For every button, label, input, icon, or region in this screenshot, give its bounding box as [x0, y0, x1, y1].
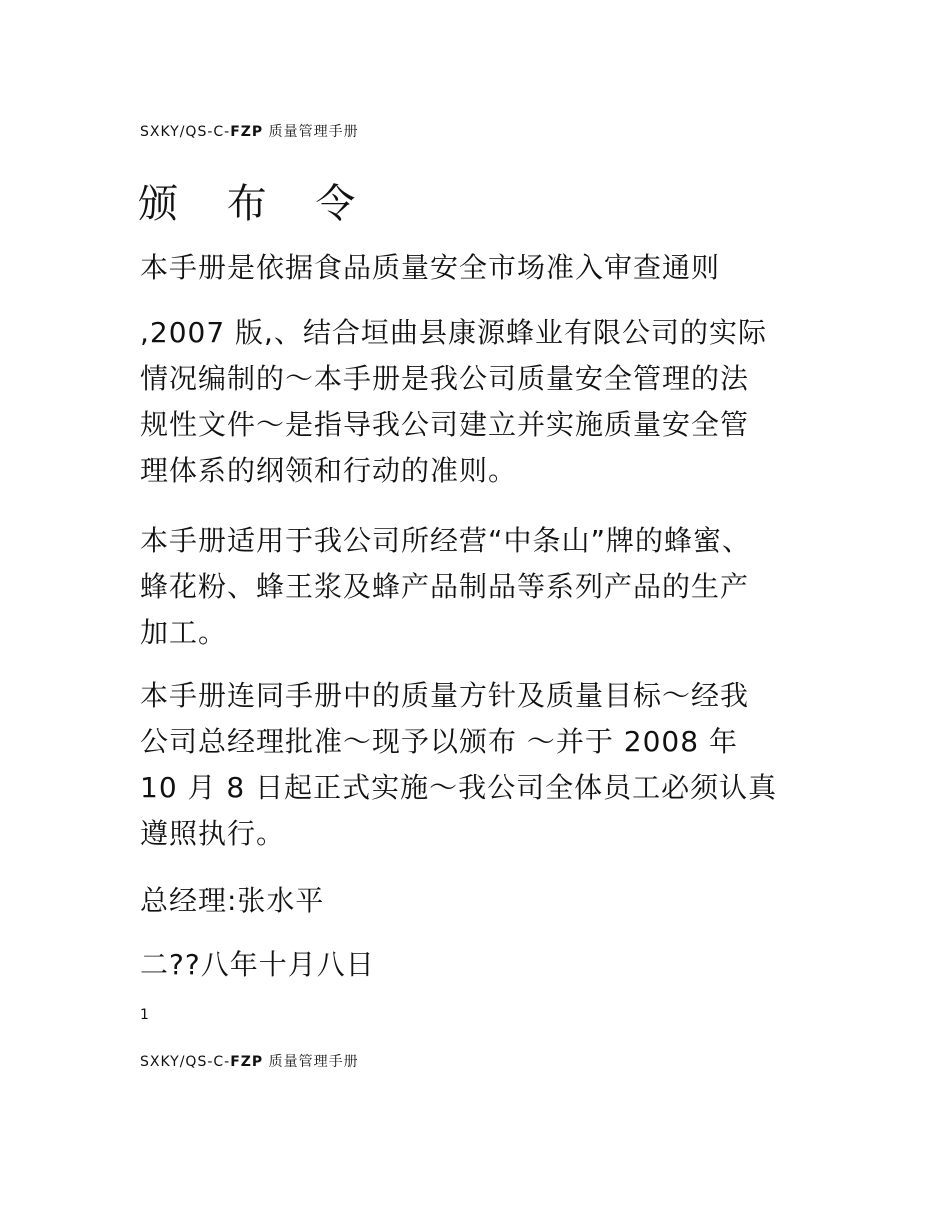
page-number: 1: [140, 1007, 149, 1023]
paragraph-line: 理体系的纲领和行动的准则。: [140, 454, 518, 487]
date-line: [140, 942, 820, 988]
paragraph-line: 本手册适用于我公司所经营“中条山”牌的蜂蜜、: [140, 524, 752, 557]
page-header: [140, 121, 359, 141]
signature-text: 总经理:张水平: [140, 884, 325, 917]
paragraph-1: [140, 245, 820, 291]
paragraph-line: 10 月 8 日起正式实施～我公司全体员工必须认真: [140, 771, 778, 804]
paragraph-3: [140, 518, 820, 656]
paragraph-2: [140, 310, 820, 494]
paragraph-line: 本手册是依据食品质量安全市场准入审查通则: [140, 251, 721, 284]
paragraph-line: 遵照执行。: [140, 817, 286, 850]
paragraph-line: 公司总经理批准～现予以颁布 ～并于 2008 年: [140, 725, 738, 758]
header-title: 质量管理手册: [263, 1054, 359, 1070]
next-page-header: [140, 1051, 359, 1071]
header-code-bold: FZP: [230, 124, 264, 140]
paragraph-line: 加工。: [140, 616, 228, 649]
paragraph-4: [140, 673, 820, 857]
document-title: 颁 布 令: [138, 181, 374, 227]
paragraph-line: 规性文件～是指导我公司建立并实施质量安全管: [140, 408, 750, 441]
header-code-bold: FZP: [230, 1054, 264, 1070]
paragraph-line: ,2007 版,、结合垣曲县康源蜂业有限公司的实际: [140, 316, 767, 349]
paragraph-line: 本手册连同手册中的质量方针及质量目标～经我: [140, 679, 750, 712]
paragraph-line: 情况编制的～本手册是我公司质量安全管理的法: [140, 362, 750, 395]
paragraph-line: 蜂花粉、蜂王浆及蜂产品制品等系列产品的生产: [140, 570, 750, 603]
header-code-prefix: SXKY/QS-C-: [140, 124, 231, 140]
header-title: 质量管理手册: [263, 124, 359, 140]
signature-line: [140, 878, 820, 924]
header-code-prefix: SXKY/QS-C-: [140, 1054, 231, 1070]
date-text: 二??八年十月八日: [140, 948, 375, 981]
